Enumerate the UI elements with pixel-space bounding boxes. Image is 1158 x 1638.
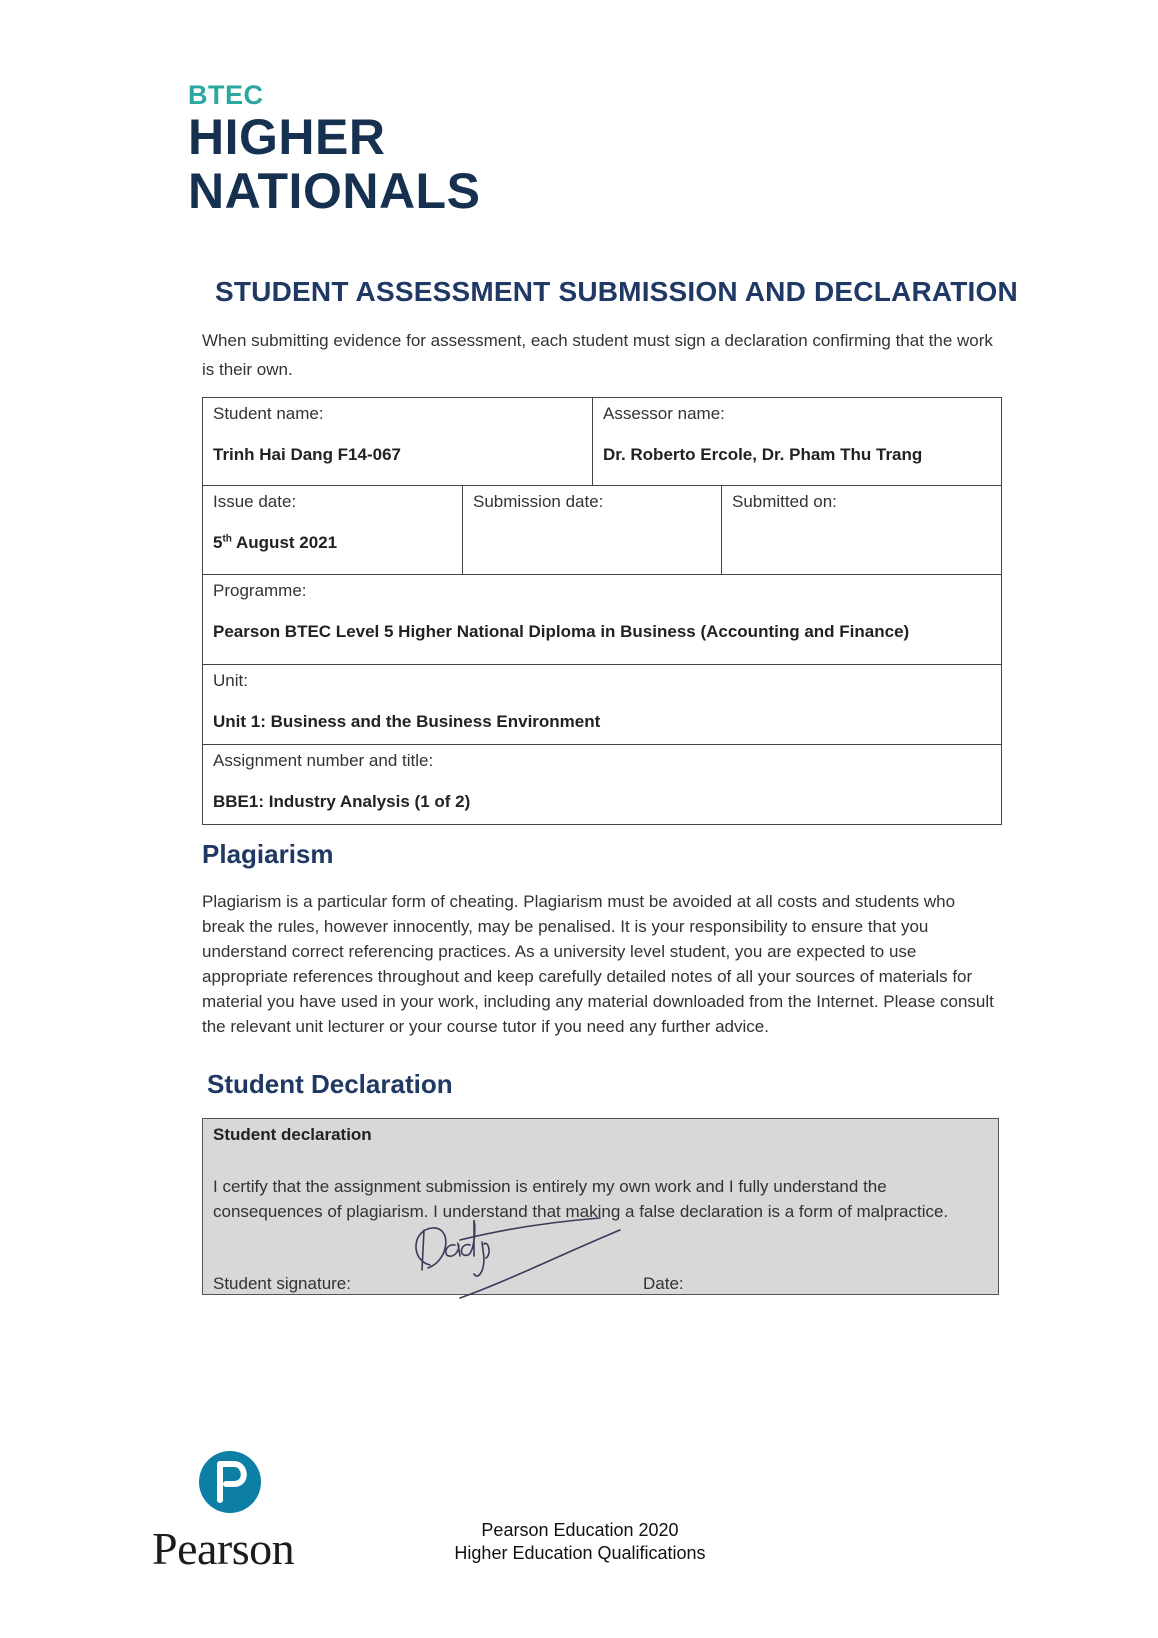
intro-text: When submitting evidence for assessment, each student must sign a declaration confirming that the work is their own.: [202, 331, 993, 379]
submission-form: [202, 397, 1002, 825]
page-title: STUDENT ASSESSMENT SUBMISSION AND DECLARATION: [215, 276, 1018, 307]
form-row-programme: [202, 575, 1002, 665]
assessor-name-value: Dr. Roberto Ercole, Dr. Pham Thu Trang: [603, 445, 923, 464]
unit-label: Unit:: [213, 671, 248, 690]
student-name-label: Student name:: [213, 404, 324, 423]
declaration-box-heading: Student declaration: [213, 1125, 372, 1144]
submitted-on-cell: [721, 486, 1001, 574]
unit-cell: [203, 665, 1001, 744]
assignment-label: Assignment number and title:: [213, 751, 434, 770]
date-label: Date:: [643, 1274, 684, 1293]
footer-line-1: Pearson Education 2020: [481, 1520, 679, 1540]
plagiarism-heading: Plagiarism: [202, 839, 334, 869]
footer-line-2: Higher Education Qualifications: [454, 1543, 706, 1563]
assignment-value: BBE1: Industry Analysis (1 of 2): [213, 792, 471, 811]
form-row-names: [202, 397, 1002, 486]
signature-label: Student signature:: [213, 1274, 351, 1293]
plagiarism-text: Plagiarism is a particular form of cheating. Plagiarism must be avoided at all costs and students who break the rules, however innocently, may be penalised. It is your responsibility to ensure that you understand correct referencing practices. As a university level student, you are expected to use appropriate references throughout and keep carefully detailed notes of all your sources of materials for material you have used in your work, including any material downloaded from the Internet. Please consult the relevant unit lecturer or your course tutor if you need any further advice.: [202, 892, 994, 1036]
student-name-cell: [203, 398, 592, 485]
issue-date-cell: [203, 486, 462, 574]
pearson-wordmark: Pearson: [152, 1523, 295, 1574]
submission-date-label: Submission date:: [473, 492, 604, 511]
submitted-on-label: Submitted on:: [732, 492, 837, 511]
logo-btec-text: BTEC: [188, 80, 264, 110]
programme-value: Pearson BTEC Level 5 Higher National Diploma in Business (Accounting and Finance): [213, 622, 910, 641]
logo-nationals-text: NATIONALS: [188, 163, 481, 219]
btec-logo: [188, 80, 480, 218]
form-row-assignment: [202, 745, 1002, 825]
assignment-cell: [203, 745, 1001, 824]
unit-value: Unit 1: Business and the Business Environment: [213, 712, 601, 731]
assessor-name-cell: [592, 398, 1001, 485]
programme-label: Programme:: [213, 581, 307, 600]
footer: [420, 1519, 740, 1565]
issue-date-label: Issue date:: [213, 492, 297, 511]
submission-date-cell: [462, 486, 721, 574]
form-row-dates: [202, 486, 1002, 575]
declaration-text: I certify that the assignment submission is entirely my own work and I fully understand the consequences of plagiarism. I understand that making a false declaration is a form of malpractice.: [213, 1177, 949, 1221]
student-name-value: Trinh Hai Dang F14-067: [213, 445, 401, 464]
logo-higher-text: HIGHER: [188, 109, 386, 165]
handwritten-signature-icon: [400, 1210, 640, 1300]
issue-date-value: 5th August 2021: [213, 533, 338, 552]
programme-cell: [203, 575, 1001, 664]
form-row-unit: [202, 665, 1002, 745]
assessor-name-label: Assessor name:: [603, 404, 725, 423]
declaration-heading: Student Declaration: [207, 1069, 453, 1099]
